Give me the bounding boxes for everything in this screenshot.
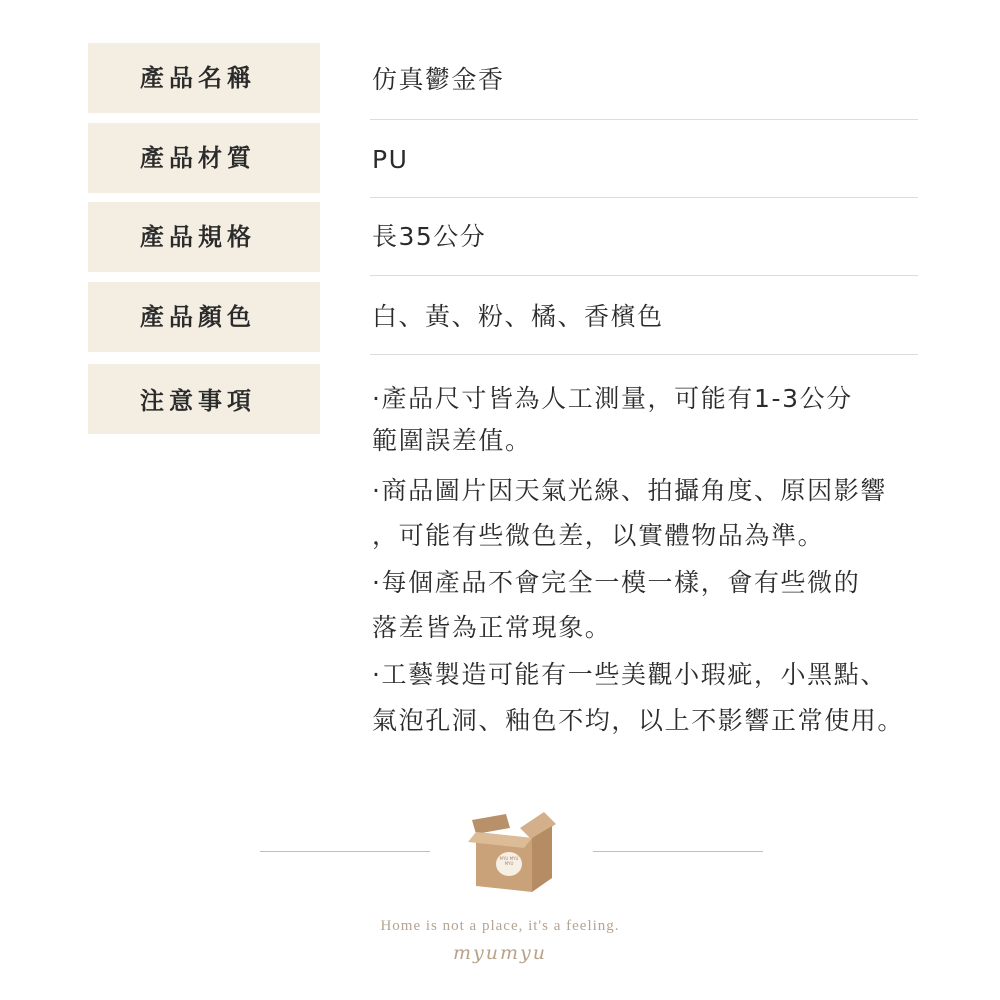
row-divider xyxy=(370,275,918,276)
row-divider xyxy=(370,197,918,198)
shipping-box-icon xyxy=(462,808,562,894)
row-divider xyxy=(370,119,918,120)
row-divider xyxy=(370,354,918,355)
label-product-color xyxy=(88,282,320,352)
value-product-name: 仿真鬱金香 xyxy=(372,65,505,94)
label-notes xyxy=(88,364,320,434)
footer-line-right xyxy=(593,851,763,852)
note-line: 氣泡孔洞、釉色不均，以上不影響正常使用。 xyxy=(372,706,905,735)
box-stamp-text: MYU MYU MYU xyxy=(499,856,519,866)
note-line: ·產品尺寸皆為人工測量，可能有1-3公分 xyxy=(372,384,853,413)
label-text: 產品規格 xyxy=(140,223,256,251)
label-product-name xyxy=(88,43,320,113)
label-text: 產品名稱 xyxy=(140,64,256,92)
value-product-color: 白、黃、粉、橘、香檳色 xyxy=(372,302,664,331)
footer-line-left xyxy=(260,851,430,852)
footer-signature: myumyu xyxy=(453,942,547,964)
note-line: 範圍誤差值。 xyxy=(372,426,532,455)
label-product-size xyxy=(88,202,320,272)
label-text: 產品顏色 xyxy=(140,303,256,331)
label-text: 注意事項 xyxy=(140,387,256,415)
note-line: ·每個產品不會完全一模一樣，會有些微的 xyxy=(372,568,861,597)
note-line: ·工藝製造可能有一些美觀小瑕疵，小黑點、 xyxy=(372,660,887,689)
note-line: 落差皆為正常現象。 xyxy=(372,613,612,642)
note-line: ·商品圖片因天氣光線、拍攝角度、原因影響 xyxy=(372,476,887,505)
label-text: 產品材質 xyxy=(140,144,256,172)
value-product-material: PU xyxy=(372,145,409,174)
value-product-size: 長35公分 xyxy=(372,222,487,251)
footer-tagline: Home is not a place, it's a feeling. xyxy=(380,918,620,934)
label-product-material xyxy=(88,123,320,193)
note-line: ，可能有些微色差，以實體物品為準。 xyxy=(372,521,825,550)
